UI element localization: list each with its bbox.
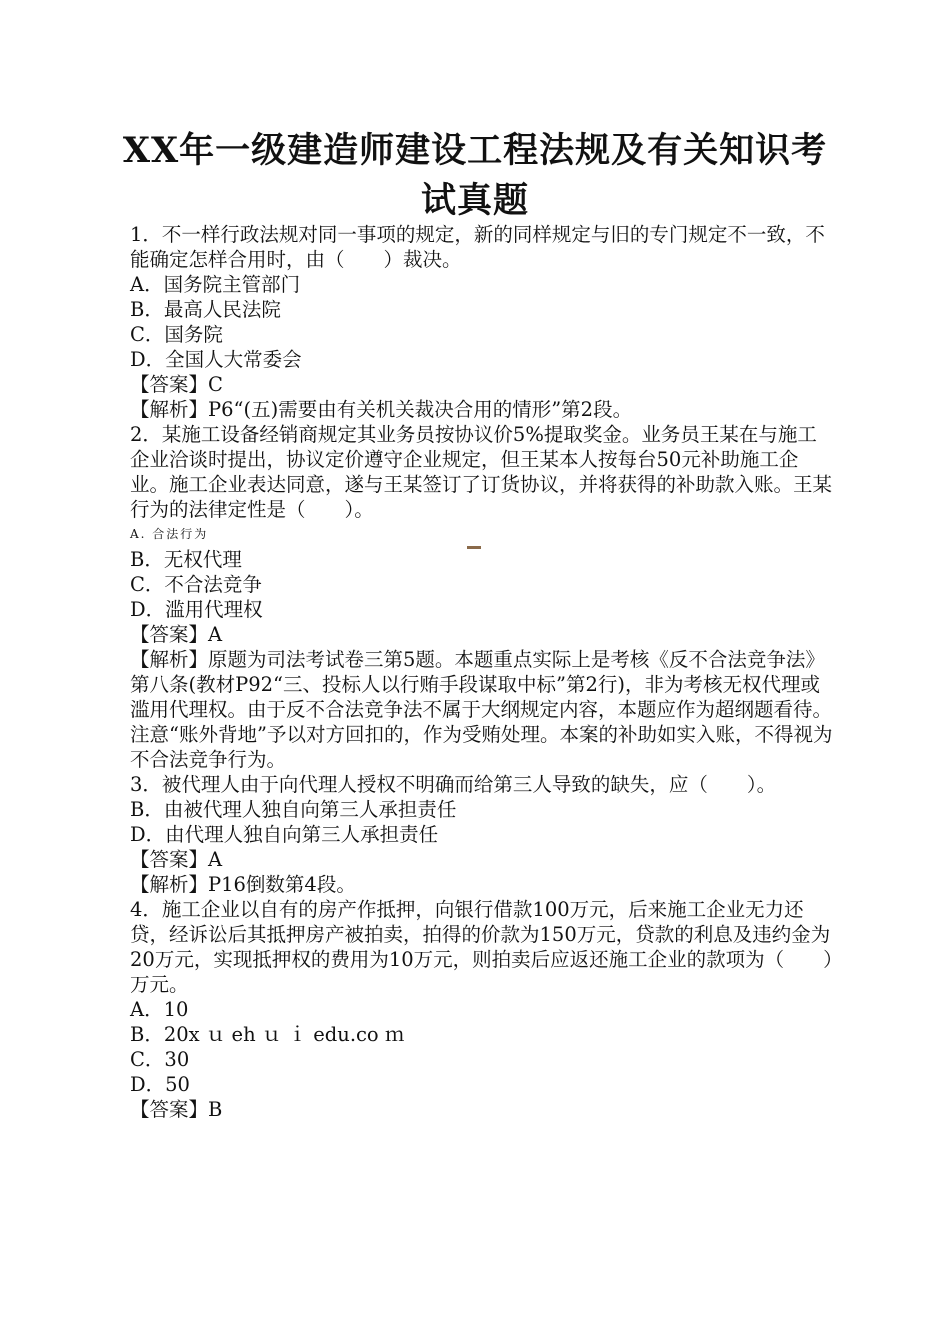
page-mark-dash [467, 546, 481, 549]
document-body [112, 222, 834, 1122]
question-3-analysis: 【解析】P16倒数第4段。 [130, 873, 356, 896]
question-4-option-a: A．10 [130, 998, 189, 1021]
question-1-option-c: C．国务院 [130, 323, 223, 346]
question-3-answer: 【答案】A [130, 848, 223, 871]
question-2-option-c: C．不合法竞争 [130, 573, 262, 596]
question-3-option-b: B．由被代理人独自向第三人承担责任 [130, 798, 457, 821]
question-1-option-b: B．最高人民法院 [130, 298, 281, 321]
question-4-option-b: B．20x ｕ eh ｕ ｉ edu.co ｍ [130, 1023, 405, 1046]
question-2-analysis: 【解析】原题为司法考试卷三第5题。本题重点实际上是考核《反不合法竞争法》第八条(教材P92“三、投标人以行贿手段谋取中标”第2行)，非为考核无权代理或滥用代理权。由于反不合法竞争法不属于大纲规定内容，本题应作为超纲题看待。 [130, 648, 833, 721]
question-2-option-d: D．滥用代理权 [130, 598, 263, 621]
question-2-answer: 【答案】A [130, 623, 223, 646]
question-4-answer: 【答案】B [130, 1098, 223, 1121]
question-2-option-a: A. 合法行为 [130, 527, 209, 541]
title-line-1: XX年一级建造师建设工程法规及有关知识考 [122, 130, 828, 171]
question-1-option-d: D．全国人大常委会 [130, 348, 302, 371]
question-4-option-c: C．30 [130, 1048, 190, 1071]
question-1-analysis: 【解析】P6“(五)需要由有关机关裁决合用的情形”第2段。 [130, 398, 633, 421]
question-2-note: 注意“账外背地”予以对方回扣的，作为受贿处理。本案的补助如实入账，不得视为不合法竞争行为。 [130, 723, 833, 771]
title-line-2: 试真题 [420, 180, 529, 221]
question-3-option-d: D．由代理人独自向第三人承担责任 [130, 823, 439, 846]
question-1-answer: 【答案】C [130, 373, 223, 396]
question-4-stem: 4．施工企业以自有的房产作抵押，向银行借款100万元，后来施工企业无力还贷，经诉讼后其抵押房产被拍卖，拍得的价款为150万元，贷款的利息及违约金为20万元，实现抵押权的费用为10万元，则拍卖后应返还施工企业的款项为（ ）万元。 [130, 898, 833, 996]
question-2-option-b: B．无权代理 [130, 548, 242, 571]
question-2-stem: 2．某施工设备经销商规定其业务员按协议价5%提取奖金。业务员王某在与施工企业洽谈时提出，协议定价遵守企业规定，但王某本人按每台50元补助施工企业。施工企业表达同意，遂与王某签订了订货协议，并将获得的补助款入账。王某行为的法律定性是（ ）。 [130, 423, 833, 521]
question-1-stem: 1．不一样行政法规对同一事项的规定，新的同样规定与旧的专门规定不一致，不能确定怎样合用时，由（ ）裁决。 [130, 223, 825, 271]
document-title [100, 126, 850, 226]
question-3-stem: 3．被代理人由于向代理人授权不明确而给第三人导致的缺失，应（ ）。 [130, 773, 777, 796]
question-1-option-a: A．国务院主管部门 [130, 273, 301, 296]
question-4-option-d: D．50 [130, 1073, 190, 1096]
